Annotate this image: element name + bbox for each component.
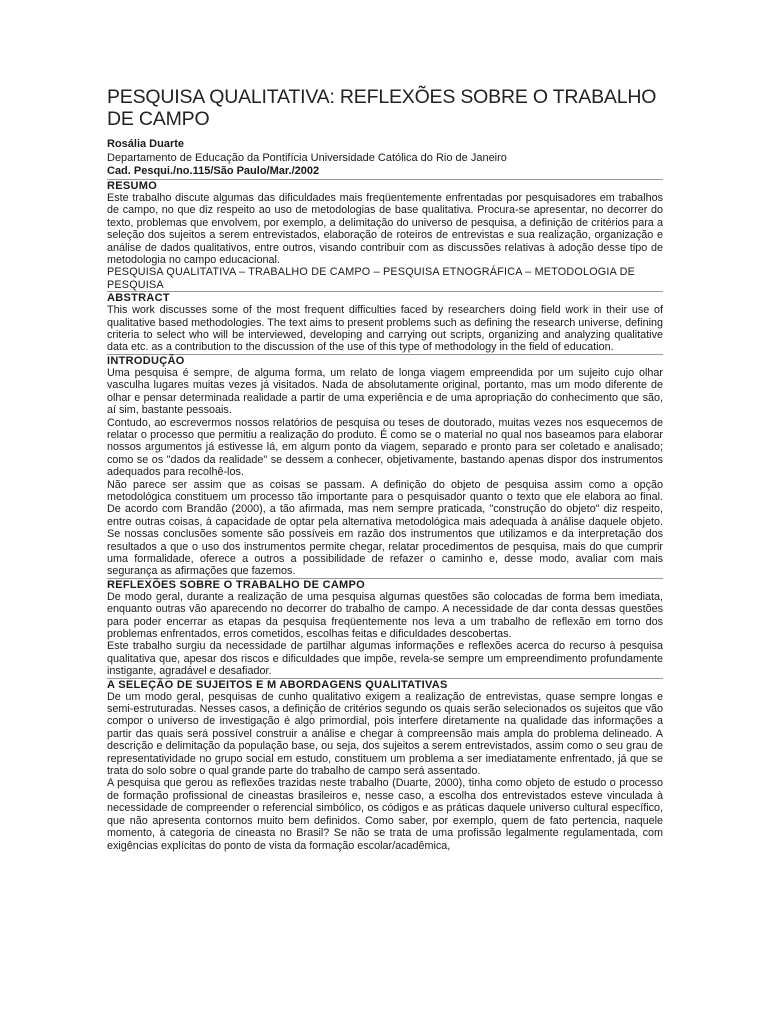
abstract-text: This work discusses some of the most frequent difficulties faced by researchers doing field work in their use of qualitative based methodologies. The text aims to present problems such as defining the research universe, defining criteria to select who will be interviewed, developing and carrying out scripts, organizing and analyzing qualitative data etc. as a contribution to the discussion of the use of this type of methodology in the field of education. — [107, 304, 663, 354]
body-paragraph: Contudo, ao escrevermos nossos relatórios de pesquisa ou teses de doutorado, muitas vezes nos esquecemos de relatar o processo que permitiu a realização do produto. É como se o material no qual nos baseamos para elaborar nossos argumentos já estivesse lá, em algum ponto da viagem, separado e pronto para ser coletado e analisado; como se os "dados da realidade" se dessem a conhecer, objetivamente, bastando apenas dispor dos instrumentos adequados para recolhê-los. — [107, 416, 663, 479]
resumo-heading: RESUMO — [107, 180, 158, 192]
selecao-heading: A SELEÇÃO DE SUJEITOS E M ABORDAGENS QUALITATIVAS — [107, 678, 448, 691]
resumo-text: Este trabalho discute algumas das dificuldades mais freqüentemente enfrentadas por pesquisadores em trabalhos de campo, no que diz respeito ao uso de metodologias de base qualitativa. Procura-se apresentar, no decorrer do texto, problemas que envolvem, por exemplo, a delimitação do universo de pesquisa, a definição de critérios para a seleção dos sujeitos a serem entrevistados, elaboração de roteiros de entrevistas e sua realização, organização e análise de dados qualitativos, entre outros, visando contribuir com as discussões relativas à adoção desse tipo de metodologia no campo educacional. — [107, 192, 663, 267]
reflexoes-heading: REFLEXÕES SOBRE O TRABALHO DE CAMPO — [107, 578, 366, 591]
body-paragraph: Não parece ser assim que as coisas se passam. A definição do objeto de pesquisa assim como a opção metodológica constituem um processo tão importante para o pesquisador quanto o texto que ele elabora ao final. De acordo com Brandão (2000), a tão afirmada, mas nem sempre praticada, "construção do objeto" diz respeito, entre outras coisas, à capacidade de optar pela alternativa metodológica mais adequada à análise daquele objeto. Se nossas conclusões somente são possíveis em razão dos instrumentos que utilizamos e da interpretação dos resultados a que o uso dos instrumentos permite chegar, relatar procedimentos de pesquisa, mais do que cumprir uma formalidade, oferece a outros a possibilidade de refazer o caminho e, desse modo, avaliar com mais segurança as afirmações que fazemos. — [107, 478, 663, 578]
abstract-heading: ABSTRACT — [107, 292, 170, 305]
author-name: Rosália Duarte — [107, 138, 185, 150]
body-paragraph: Este trabalho surgiu da necessidade de partilhar algumas informações e reflexões acerca do recurso à pesquisa qualitativa que, apesar dos riscos e dificuldades que impõe, revela-se sempre um empreendimento profundamente instigante, agradável e desafiador. — [107, 640, 663, 678]
author-affiliation: Departamento de Educação da Pontifícia Universidade Católica do Rio de Janeiro — [107, 152, 507, 164]
journal-citation: Cad. Pesqui./no.115/São Paulo/Mar./2002 — [107, 165, 320, 177]
body-paragraph: De um modo geral, pesquisas de cunho qualitativo exigem a realização de entrevistas, quase sempre longas e semi-estruturadas. Nesses casos, a definição de critérios segundo os quais serão selecionados os sujeitos que vão compor o universo de investigação é algo primordial, pois interfere diretamente na qualidade das informações a partir das quais será possível construir a análise e chegar à compreensão mais ampla do problema delineado. A descrição e delimitação da população base, ou seja, dos sujeitos a serem entrevistados, assim como o seu grau de representatividade no grupo social em estudo, constituem um problema a ser imediatamente enfrentado, já que se trata do solo sobre o qual grande parte do trabalho de campo será assentado. — [107, 690, 663, 778]
article-page — [107, 0, 663, 852]
introducao-heading: INTRODUÇÃO — [107, 354, 185, 367]
body-paragraph: Uma pesquisa é sempre, de alguma forma, um relato de longa viagem empreendida por um sujeito cujo olhar vasculha lugares muitas vezes já visitados. Nada de absolutamente original, portanto, mas um modo diferente de olhar e pensar determinada realidade a partir de uma experiência e de uma apropriação do conhecimento que são, aí sim, bastante pessoais. — [107, 366, 663, 417]
body-paragraph: De modo geral, durante a realização de uma pesquisa algumas questões são colocadas de forma bem imediata, enquanto outras vão aparecendo no decorrer do trabalho de campo. A necessidade de dar conta dessas questões para poder encerrar as etapas da pesquisa freqüentemente nos leva a um trabalho de reflexão em torno dos problemas enfrentados, erros cometidos, escolhas feitas e dificuldades descobertas. — [107, 590, 663, 640]
keywords: PESQUISA QUALITATIVA – TRABALHO DE CAMPO – PESQUISA ETNOGRÁFICA – METODOLOGIA DE PESQUISA — [107, 266, 635, 291]
article-title: PESQUISA QUALITATIVA: REFLEXÕES SOBRE O TRABALHO DE CAMPO — [107, 86, 657, 130]
body-paragraph: A pesquisa que gerou as reflexões trazidas neste trabalho (Duarte, 2000), tinha como objeto de estudo o processo de formação profissional de cineastas brasileiros e, nesse caso, a escolha dos entrevistados esteve vinculada à necessidade de compreender o referencial simbólico, os códigos e as práticas daquele universo cultural específico, que não apresenta contornos muito bem definidos. Como saber, por exemplo, quem de fato pertencia, naquele momento, à categoria de cineasta no Brasil? Se não se trata de uma profissão legalmente regulamentada, com exigências explícitas do ponto de vista da formação escolar/acadêmica, — [107, 777, 663, 852]
